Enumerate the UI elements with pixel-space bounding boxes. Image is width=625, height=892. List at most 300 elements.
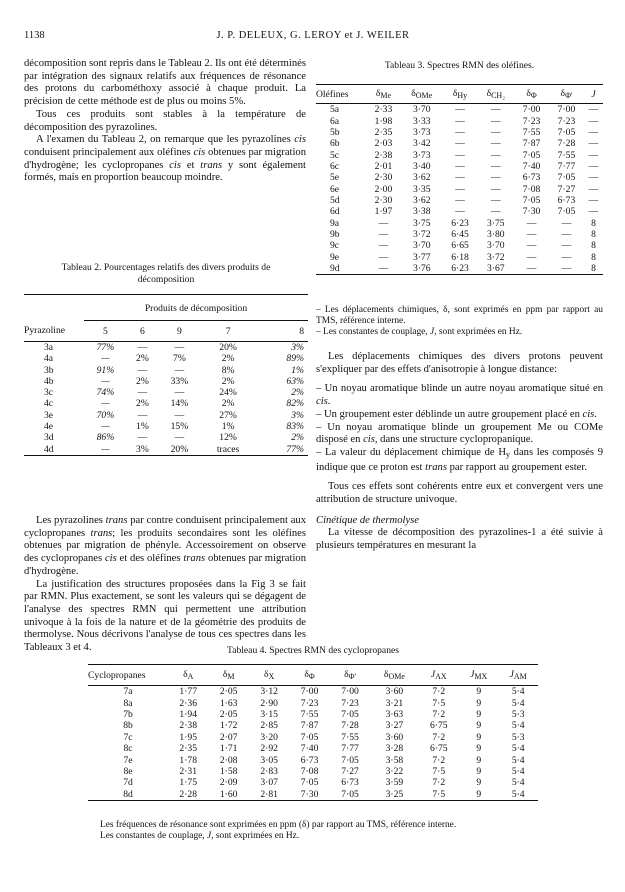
table-cell: — <box>490 183 501 195</box>
table4-col-header: $\delta_{OMe}$ <box>383 669 405 681</box>
table-cell: 20% <box>170 443 189 455</box>
table-cell-id: 7e <box>123 754 133 766</box>
table-cell: 6·75 <box>429 743 448 755</box>
table3-col-header: $\delta_{Me}$ <box>375 88 392 100</box>
table-cell-id: 7d <box>123 777 133 789</box>
table-row <box>24 410 308 421</box>
table-cell: 5·4 <box>511 686 525 698</box>
table4-col-header: Cyclopropanes <box>88 669 146 681</box>
table-cell: — <box>455 183 465 195</box>
table-cell: 5·4 <box>511 765 525 777</box>
table-cell: — <box>490 172 501 184</box>
paragraph: Tous ces produits sont stables à la température de décomposition des pyrazolines. <box>24 108 306 133</box>
table-cell: 3% <box>291 409 304 421</box>
table-cell: — <box>588 126 599 138</box>
table-row <box>316 115 603 126</box>
table-cell-id: 9c <box>330 240 340 252</box>
table3-col-header: $\delta_{Hy}$ <box>452 88 468 100</box>
table-cell: — <box>490 104 501 116</box>
table-cell: 7·40 <box>300 743 319 755</box>
table-cell: 77% <box>96 341 115 353</box>
table4-col-header: $\delta_A$ <box>183 669 194 681</box>
table-cell-id: 7a <box>123 686 133 698</box>
table-cell: 7·40 <box>522 160 541 172</box>
table-cell: 2% <box>291 432 304 444</box>
table-row <box>88 720 538 731</box>
table4 <box>88 664 538 801</box>
table-cell-id: 6b <box>330 138 340 150</box>
table-cell: 3·22 <box>385 765 404 777</box>
table-cell: 12% <box>219 432 237 444</box>
table-cell: — <box>588 160 599 172</box>
table-cell: 7·05 <box>341 708 359 720</box>
table-cell: — <box>588 115 599 127</box>
table-cell-id: 4b <box>44 375 54 387</box>
table-cell: — <box>490 138 501 150</box>
table-cell: — <box>455 126 465 138</box>
table-row <box>24 398 308 409</box>
table-cell: — <box>526 251 537 263</box>
table-cell: 3·73 <box>412 126 431 138</box>
table-cell: — <box>137 341 148 353</box>
table-cell: 2·30 <box>374 172 393 184</box>
table-cell: 6·23 <box>451 262 469 274</box>
running-head: J. P. DELEUX, G. LEROY et J. WEILER <box>216 30 410 41</box>
table-row <box>24 364 308 375</box>
table-cell: 1·71 <box>219 743 238 755</box>
table-cell: 3·70 <box>412 104 431 116</box>
table-cell: 3·38 <box>412 206 431 218</box>
table-cell: 82% <box>286 398 304 410</box>
paragraph: Les déplacements chimiques des divers protons peuvent s'expliquer par des effets d'anisotropie à longue distance: <box>316 351 603 375</box>
table3-notes <box>316 305 603 338</box>
table-cell: 7·05 <box>300 777 319 789</box>
table-cell: 7·05 <box>341 754 359 766</box>
table-cell: 3·28 <box>385 743 404 755</box>
table-cell-id: 5c <box>330 149 340 161</box>
table-cell: 7·77 <box>341 743 359 755</box>
table-cell: 7% <box>173 353 186 365</box>
table-cell: 6·73 <box>300 754 319 766</box>
table-cell: 6·73 <box>522 172 541 184</box>
table-cell: 6·75 <box>429 720 448 732</box>
table3-note: – Les constantes de couplage, J, sont exprimées en Hz. <box>316 327 523 337</box>
table-cell: 7·87 <box>522 138 541 150</box>
table-cell: — <box>588 194 599 206</box>
table2-col-header: 9 <box>177 325 182 337</box>
table-cell: 1·77 <box>179 686 198 698</box>
table-cell-id: 5e <box>330 172 340 184</box>
table-cell: 9 <box>476 686 482 698</box>
table-cell: — <box>455 206 465 218</box>
table-cell: 6·73 <box>557 194 576 206</box>
table-cell: 7·55 <box>557 149 576 161</box>
table-cell: 2·05 <box>219 686 238 698</box>
table-cell: 2·38 <box>374 149 393 161</box>
table-cell: 9 <box>476 788 482 800</box>
table-cell: — <box>378 251 389 263</box>
table-cell: 2% <box>221 398 235 410</box>
table4-col-header: $\delta_M$ <box>222 669 235 681</box>
table-cell: 9 <box>476 765 482 777</box>
table-row <box>316 206 603 217</box>
table4-col-header: $J_{AM}$ <box>509 669 527 681</box>
table-cell: 9 <box>476 720 482 732</box>
table-cell: 1·60 <box>219 788 238 800</box>
table-cell-id: 7c <box>123 731 133 743</box>
table-cell: 3% <box>291 341 304 353</box>
table3-col-header: $\delta_\Phi$ <box>526 88 537 100</box>
table-cell-id: 6e <box>330 183 340 195</box>
table-cell: 20% <box>219 341 237 353</box>
table-cell: 9 <box>476 754 482 766</box>
section-heading: Cinétique de thermolyse <box>316 514 419 526</box>
table4-col-header: $J_{MX}$ <box>470 669 488 681</box>
table-cell-id: 5d <box>330 194 340 206</box>
table-row <box>88 754 538 765</box>
table-cell: 2·35 <box>374 126 393 138</box>
table-cell: — <box>455 115 465 127</box>
table-cell: 83% <box>286 421 304 433</box>
table-cell: — <box>455 149 465 161</box>
table-cell: 3·70 <box>412 240 431 252</box>
table-cell: — <box>101 375 110 387</box>
table-cell: 70% <box>96 409 115 421</box>
table-cell: 91% <box>96 364 115 376</box>
table-cell: 7·30 <box>522 206 541 218</box>
table-row <box>316 229 603 240</box>
table-cell: 1% <box>136 421 149 433</box>
table3-col-header: Oléfines <box>316 88 349 100</box>
table-cell: — <box>455 172 465 184</box>
table-cell: 3·67 <box>486 262 505 274</box>
table-cell: 8 <box>591 251 596 263</box>
table-row <box>316 127 603 138</box>
table-cell: — <box>561 228 572 240</box>
table-cell: 2·36 <box>179 697 198 709</box>
table-row <box>316 161 603 172</box>
table-cell: — <box>101 421 110 433</box>
table-row <box>24 443 308 455</box>
table3-col-header: J <box>591 88 596 100</box>
table-row <box>24 376 308 387</box>
table-cell: — <box>490 194 501 206</box>
table-cell: — <box>174 364 185 376</box>
table-cell: 8 <box>591 240 596 252</box>
table-cell: 15% <box>170 421 189 433</box>
table-cell: 2·81 <box>260 788 278 800</box>
table-row <box>316 149 603 160</box>
table-cell: 7·27 <box>341 765 359 777</box>
table-row <box>316 138 603 149</box>
table-cell: 7·05 <box>341 788 359 800</box>
table-cell: — <box>174 387 185 399</box>
table4-caption: Tableau 4. Spectres RMN des cyclopropanes <box>227 645 399 656</box>
table-cell: 3·75 <box>412 217 431 229</box>
table-cell: 8 <box>591 217 596 229</box>
table-cell: 6·23 <box>451 217 469 229</box>
table-cell: 3·07 <box>260 777 278 789</box>
table-cell: — <box>137 364 148 376</box>
paragraph: A l'examen du Tableau 2, on remarque que les pyrazolines cis conduisent principalement aux oléfines cis obtenues par migration d'hydrogène; les cyclopropanes cis et trans y sont également formés, mais en proportion beaucoup moindre. <box>24 134 306 184</box>
table-cell: 7·2 <box>432 708 446 720</box>
table-cell: 14% <box>170 398 189 410</box>
table-cell: 89% <box>286 353 304 365</box>
table-cell: 86% <box>96 432 115 444</box>
table-cell: 7·55 <box>300 708 319 720</box>
table-cell: 7·05 <box>300 731 319 743</box>
table-cell: 3·25 <box>385 788 404 800</box>
table2 <box>24 294 308 456</box>
table-cell: 3·62 <box>412 172 431 184</box>
table-cell-id: 4d <box>44 443 54 455</box>
table-cell-id: 5b <box>330 126 340 138</box>
table-cell: — <box>561 240 572 252</box>
table-cell-id: 8a <box>123 697 133 709</box>
table-cell: 7·55 <box>341 731 359 743</box>
table-cell: — <box>137 387 148 399</box>
bullet-item: – Un noyau aromatique blinde un autre noyau aromatique situé en cis. <box>316 383 603 408</box>
table-cell: 7·77 <box>557 160 576 172</box>
table-cell: 3·63 <box>385 708 404 720</box>
paragraph: Tous ces effets sont cohérents entre eux et convergent vers une attribution de structure univoque. <box>316 481 603 506</box>
table-cell: 2·07 <box>219 731 238 743</box>
table-cell: 7·30 <box>300 788 319 800</box>
table-cell: — <box>137 409 148 421</box>
table-cell: — <box>378 262 389 274</box>
table-cell: 3·73 <box>412 149 431 161</box>
table-cell: 1% <box>221 421 235 433</box>
table-cell-id: 7b <box>123 708 133 720</box>
table-cell-id: 8e <box>123 765 133 777</box>
table-cell: — <box>561 217 572 229</box>
table-cell: 7·5 <box>432 697 446 709</box>
table-cell-id: 3d <box>44 432 54 444</box>
table-cell: 2·00 <box>374 183 393 195</box>
table-cell: 2·30 <box>374 194 393 206</box>
table-cell: 9 <box>476 731 482 743</box>
table-cell: 6·45 <box>451 228 469 240</box>
table-cell: — <box>490 206 501 218</box>
table-cell-id: 8b <box>123 720 133 732</box>
table-cell: 1·72 <box>219 720 238 732</box>
table-cell: 3·35 <box>412 183 431 195</box>
table-row <box>88 777 538 788</box>
table-cell-id: 5a <box>330 104 340 116</box>
table-row <box>316 251 603 262</box>
table-row <box>24 421 308 432</box>
table-cell: 2·05 <box>219 708 238 720</box>
table-cell: 3·21 <box>385 697 404 709</box>
table2-caption: Tableau 2. Pourcentages relatifs des divers produits de décomposition <box>61 262 271 285</box>
table-row <box>316 240 603 251</box>
table-cell: 2·09 <box>219 777 238 789</box>
table-cell: 2·90 <box>260 697 278 709</box>
paragraph: La vitesse de décomposition des pyrazolines-1 a été suivie à plusieurs températures en mesurant la <box>316 527 603 552</box>
table-cell-id: 6d <box>330 206 340 218</box>
table-cell: 1·58 <box>219 765 238 777</box>
table-cell: 1% <box>291 364 304 376</box>
table-cell: — <box>137 432 148 444</box>
table-cell: 7·00 <box>341 686 359 698</box>
table-cell: 3·15 <box>260 708 278 720</box>
table-row <box>316 263 603 275</box>
table-cell: 7·28 <box>341 720 359 732</box>
table-cell: — <box>588 183 599 195</box>
bullet-item: – La valeur du déplacement chimique de $H_y$ dans les composés 9 indique que ce proton est trans par rapport au groupement ester. <box>316 446 603 473</box>
table-cell: 7·23 <box>522 115 541 127</box>
table4-note: Les constantes de couplage, J, sont exprimées en Hz. <box>100 831 300 841</box>
table-cell-id: 8d <box>123 788 133 800</box>
table2-col-header: 7 <box>225 325 231 337</box>
table-cell: — <box>174 432 185 444</box>
table-row <box>88 732 538 743</box>
table-cell: 7·87 <box>300 720 319 732</box>
table-cell: 33% <box>170 375 189 387</box>
table-row <box>88 697 538 708</box>
table-cell: — <box>455 194 465 206</box>
table-cell: — <box>455 160 465 172</box>
table-cell: 2·33 <box>374 104 393 116</box>
table-cell: traces <box>216 443 240 455</box>
table-cell: 6·18 <box>451 251 469 263</box>
table-cell: — <box>101 443 110 455</box>
table-cell: 1·98 <box>374 115 393 127</box>
table-cell: 2·38 <box>179 720 198 732</box>
table-cell: 2·28 <box>179 788 198 800</box>
table-cell: 74% <box>96 387 115 399</box>
table-cell: 9 <box>476 743 482 755</box>
table2-col-header: 5 <box>103 325 108 337</box>
table-cell: 5·4 <box>511 743 525 755</box>
table-cell: 7·00 <box>557 104 576 116</box>
table-row <box>316 172 603 183</box>
table-row <box>24 387 308 398</box>
table-cell: 3·58 <box>385 754 404 766</box>
table-cell: 8 <box>591 262 596 274</box>
table-cell: 7·2 <box>432 731 446 743</box>
table-cell: 9 <box>476 697 482 709</box>
table-cell-id: 3a <box>44 341 54 353</box>
table-cell: 2% <box>136 398 149 410</box>
table-cell: — <box>378 228 389 240</box>
table-cell: — <box>455 104 465 116</box>
table-cell: 3·20 <box>260 731 278 743</box>
table-cell: 3·70 <box>486 240 505 252</box>
table-cell: 6·65 <box>451 240 469 252</box>
table-cell: 5·4 <box>511 754 525 766</box>
table-cell: 2·01 <box>374 160 393 172</box>
table-cell: — <box>455 138 465 150</box>
table-cell: — <box>526 228 537 240</box>
table-cell: 7·08 <box>522 183 541 195</box>
table-cell-id: 4a <box>44 353 54 365</box>
table-cell: 2·31 <box>179 765 198 777</box>
table-cell: 24% <box>219 387 237 399</box>
table-cell: 3·60 <box>385 731 404 743</box>
table4-col-header: $\delta_\Phi$ <box>304 669 315 681</box>
table-cell: 5·4 <box>511 720 525 732</box>
bullet-item: – Un noyau aromatique blinde un groupement Me ou COMe disposé en cis, dans une structure cyclopropanique. <box>316 421 603 446</box>
table-cell: 1·63 <box>219 697 238 709</box>
table-cell: 3·75 <box>486 217 505 229</box>
table2-col-header: 6 <box>140 325 145 337</box>
table3-col-header: $\delta_{CH_2}$ <box>486 88 505 100</box>
table-cell: 7·23 <box>341 697 359 709</box>
table-row <box>88 789 538 801</box>
table-cell: 5·4 <box>511 697 525 709</box>
table-cell: 2% <box>291 387 304 399</box>
table-cell: — <box>101 398 110 410</box>
table-cell: 3·12 <box>260 686 278 698</box>
table-cell: 2·92 <box>260 743 278 755</box>
table-cell: — <box>174 341 185 353</box>
table-cell: 9 <box>476 777 482 789</box>
paragraph: décomposition sont repris dans le Tableau 2. Ils ont été déterminés par intégration des signaux relatifs aux fréquences de résonance des protons du carbométhoxy associé à chaque produit. La précision de cette méthode est de plus ou moins 5%. <box>24 58 306 108</box>
table-cell: 7·00 <box>300 686 319 698</box>
table4-note: Les fréquences de résonance sont exprimées en ppm (δ) par rapport au TMS, référence interne. <box>100 820 457 830</box>
table-cell: — <box>101 353 110 365</box>
table-row <box>24 353 308 364</box>
table-cell: 3·33 <box>412 115 431 127</box>
table-row <box>316 104 603 116</box>
table-cell: 2·85 <box>260 720 278 732</box>
left-column-top <box>24 58 306 185</box>
table-cell: 3·40 <box>412 160 431 172</box>
table-cell: 8 <box>591 228 596 240</box>
table-cell-id: 4c <box>44 398 54 410</box>
table-cell: 7·05 <box>557 172 576 184</box>
page-number: 1138 <box>24 30 45 41</box>
table4-col-header: $J_{AX}$ <box>430 669 447 681</box>
table-cell: 7·2 <box>432 754 446 766</box>
table-cell: — <box>490 115 501 127</box>
table3-note: – Les déplacements chimiques, δ, sont exprimés en ppm par rapport au TMS, référence interne. <box>316 305 603 326</box>
table-cell: 2% <box>136 375 149 387</box>
table-cell: 3·59 <box>385 777 404 789</box>
table-cell: 2·03 <box>374 138 393 150</box>
table-cell-id: 3e <box>44 409 54 421</box>
table-cell: 6·73 <box>341 777 359 789</box>
table-cell: — <box>588 206 599 218</box>
table-cell: 5·3 <box>511 731 525 743</box>
table-cell: — <box>526 217 537 229</box>
table-row <box>24 341 308 353</box>
table-cell: 77% <box>286 443 304 455</box>
table4-col-header: $\delta_X$ <box>263 669 275 681</box>
table-row <box>88 709 538 720</box>
table-cell-id: 8c <box>123 743 133 755</box>
table-cell-id: 3c <box>44 387 54 399</box>
table-cell: 27% <box>219 409 237 421</box>
table-cell: 3·60 <box>385 686 404 698</box>
table-cell: 5·3 <box>511 708 525 720</box>
table-cell: 2% <box>221 353 235 365</box>
table-cell: 2·35 <box>179 743 198 755</box>
table-cell: 1·94 <box>179 708 198 720</box>
table-cell: — <box>561 262 572 274</box>
table-cell: 1·78 <box>179 754 198 766</box>
table-cell: — <box>526 240 537 252</box>
paragraph: La justification des structures proposées dans la Fig 3 se fait par RMN. Plus exactement, se sont les valeurs qui se dégagent de l'analyse des spectres RMN qui permettent une attribution univoque à la fois de la nature et de la géométrie des produits de thermolyse. Nous décrivons l'analyse de tous ces spectres dans les Tableaux 3 et 4. <box>24 578 306 654</box>
table-cell: 3·77 <box>412 251 431 263</box>
table-row <box>316 195 603 206</box>
table-row <box>88 766 538 777</box>
table-cell: 7·05 <box>522 194 541 206</box>
paragraph: Les pyrazolines trans par contre conduisent principalement aux cyclopropanes trans; les produits secondaires sont les oléfines obtenues par migration de phényle. Accessoirement on observe des cyclopropanes cis et des oléfines trans obtenues par migration d'hydrogène. <box>24 515 306 577</box>
table-cell: 7·23 <box>557 115 576 127</box>
table-cell: 7·2 <box>432 686 446 698</box>
